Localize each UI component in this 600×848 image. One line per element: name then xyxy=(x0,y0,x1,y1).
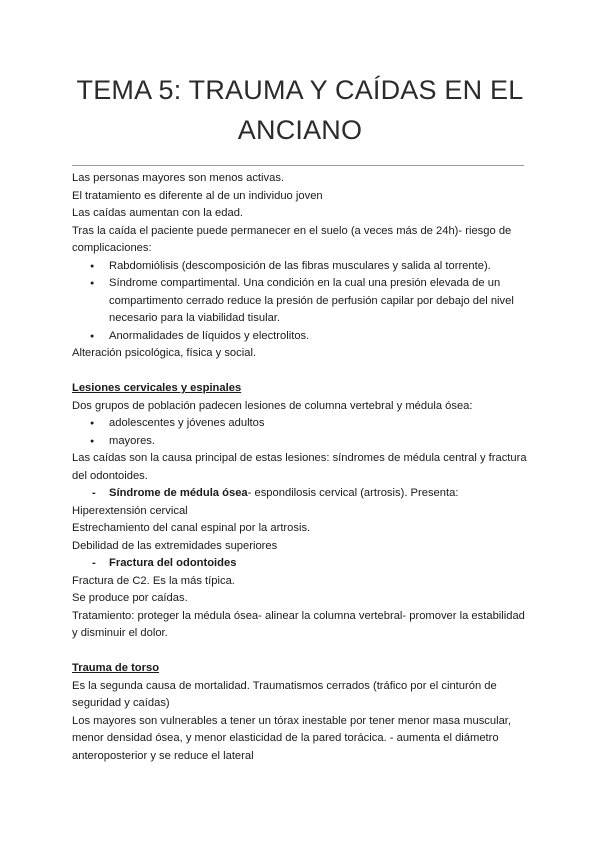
section-heading-torso: Trauma de torso xyxy=(72,662,160,674)
paragraph: Dos grupos de población padecen lesiones de columna vertebral y médula ósea: xyxy=(72,399,473,412)
spacer xyxy=(72,643,528,661)
paragraph: Las caídas son la causa principal de estas lesiones: síndromes de médula central y fractura del odontoides. xyxy=(72,452,527,482)
paragraph: Hiperextensión cervical xyxy=(72,504,188,517)
paragraph: Alteración psicológica, física y social. xyxy=(72,347,257,359)
dash-item-sindrome xyxy=(72,485,528,503)
population-list xyxy=(72,415,528,450)
paragraph: Es la segunda causa de mortalidad. Traumatismos cerrados (tráfico por el cinturón de seguridad y caídas) xyxy=(72,679,497,709)
paragraph: El tratamiento es diferente al de un individuo joven xyxy=(72,189,323,202)
paragraph: Los mayores son vulnerables a tener un tórax inestable por tener menor masa muscular, menor densidad ósea, y menor elasticidad de la pared torácica. - aumenta el diámetro anteroposterior y se reduce el lateral xyxy=(72,714,512,762)
page-title xyxy=(72,70,528,150)
paragraph: Se produce por caídas. xyxy=(72,592,188,604)
dash-item-fractura xyxy=(72,555,528,573)
spacer xyxy=(72,363,528,381)
paragraph: Estrechamiento del canal espinal por la artrosis. xyxy=(72,522,311,534)
dash-marker: - xyxy=(92,557,96,569)
paragraph: Debilidad de las extremidades superiores xyxy=(72,539,278,552)
paragraph: Las caídas aumentan con la edad. xyxy=(72,207,244,219)
dash-item-title: Síndrome de médula ósea xyxy=(109,487,248,499)
document-body xyxy=(72,170,528,765)
list-item: ● adolescentes y jóvenes adultos xyxy=(72,415,528,433)
dash-item-title: Fractura del odontoides xyxy=(109,557,237,569)
paragraph: Las personas mayores son menos activas. xyxy=(72,172,285,184)
title-divider xyxy=(72,165,524,166)
section-heading-cervical: Lesiones cervicales y espinales xyxy=(72,382,242,394)
list-item: ● Rabdomiólisis (descomposición de las fibras musculares y salida al torrente). xyxy=(72,258,528,276)
title-line-2: ANCIANO xyxy=(237,115,363,145)
list-item: ● Síndrome compartimental. Una condición en la cual una presión elevada de un compartimento cerrado reduce la presión de perfusión capilar por debajo del nivel necesario para la viabilidad tisular. xyxy=(72,275,528,328)
complications-list xyxy=(72,258,528,346)
title-line-1: TEMA 5: TRAUMA Y CAÍDAS EN EL xyxy=(76,75,524,105)
list-item: ● mayores. xyxy=(72,433,528,451)
list-item: ● Anormalidades de líquidos y electrolitos. xyxy=(72,328,528,346)
paragraph: Fractura de C2. Es la más típica. xyxy=(72,574,235,587)
paragraph: Tratamiento: proteger la médula ósea- alinear la columna vertebral- promover la estabilidad y disminuir el dolor. xyxy=(72,609,525,639)
dash-marker: - xyxy=(92,487,96,499)
dash-item-text: - espondilosis cervical (artrosis). Presenta: xyxy=(247,487,459,499)
paragraph: Tras la caída el paciente puede permanecer en el suelo (a veces más de 24h)- riesgo de complicaciones: xyxy=(72,224,512,254)
